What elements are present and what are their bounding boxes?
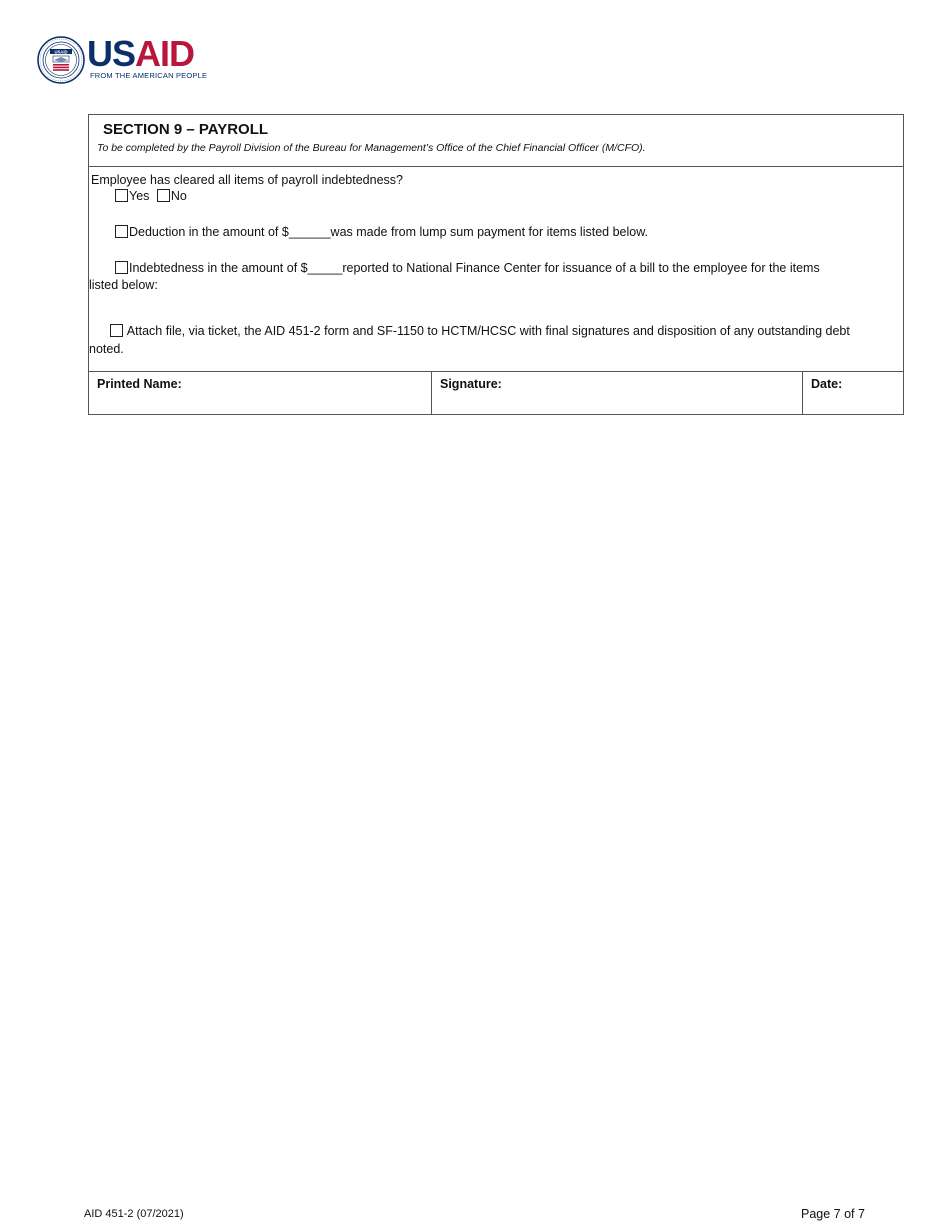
- indebtedness-checkbox[interactable]: [115, 261, 128, 274]
- signature-field[interactable]: [432, 372, 803, 415]
- wordmark-aid: AID: [135, 33, 195, 74]
- indebtedness-text-line2: listed below:: [89, 278, 158, 292]
- no-checkbox[interactable]: [157, 189, 170, 202]
- yes-checkbox[interactable]: [115, 189, 128, 202]
- seal-text: USAID: [54, 49, 68, 55]
- cleared-question: Employee has cleared all items of payroll indebtedness?: [91, 173, 403, 187]
- signature-label: Signature:: [440, 377, 502, 391]
- printed-name-label: Printed Name:: [97, 377, 182, 391]
- indebtedness-text-line1: Indebtedness in the amount of $_____reported to National Finance Center for issuance of a bill to the employee for the items: [129, 261, 820, 275]
- logo-tagline: FROM THE AMERICAN PEOPLE: [90, 71, 208, 80]
- attach-checkbox[interactable]: [110, 324, 123, 337]
- wordmark-us: US: [87, 33, 136, 74]
- usaid-wordmark: [87, 33, 195, 74]
- date-field[interactable]: [803, 372, 903, 415]
- attach-text-line1: Attach file, via ticket, the AID 451-2 form and SF-1150 to HCTM/HCSC with final signatures and disposition of any outstanding debt: [124, 324, 850, 338]
- page-number: Page 7 of 7: [801, 1207, 865, 1221]
- signature-row: [89, 371, 903, 415]
- yes-label: Yes: [129, 189, 150, 203]
- payroll-section-form: [88, 114, 904, 415]
- indebtedness-option: [115, 260, 820, 277]
- date-label: Date:: [811, 377, 843, 391]
- attach-text-line2: noted.: [89, 342, 124, 356]
- section-title: SECTION 9 – PAYROLL: [103, 121, 269, 138]
- deduction-text: Deduction in the amount of $______was made from lump sum payment for items listed below.: [129, 225, 649, 239]
- form-identifier: AID 451-2 (07/2021): [84, 1208, 184, 1220]
- usaid-logo: [37, 33, 208, 88]
- section-subtitle: To be completed by the Payroll Division of the Bureau for Management’s Office of the Chief Financial Officer (M/CFO).: [97, 142, 646, 154]
- usaid-seal-icon: [37, 36, 85, 84]
- printed-name-field[interactable]: [89, 372, 432, 415]
- no-label: No: [170, 189, 187, 203]
- attach-option: [110, 323, 850, 340]
- deduction-option: [115, 224, 648, 241]
- section-header: [89, 115, 903, 167]
- deduction-checkbox[interactable]: [115, 225, 128, 238]
- yes-no-options: [115, 188, 187, 205]
